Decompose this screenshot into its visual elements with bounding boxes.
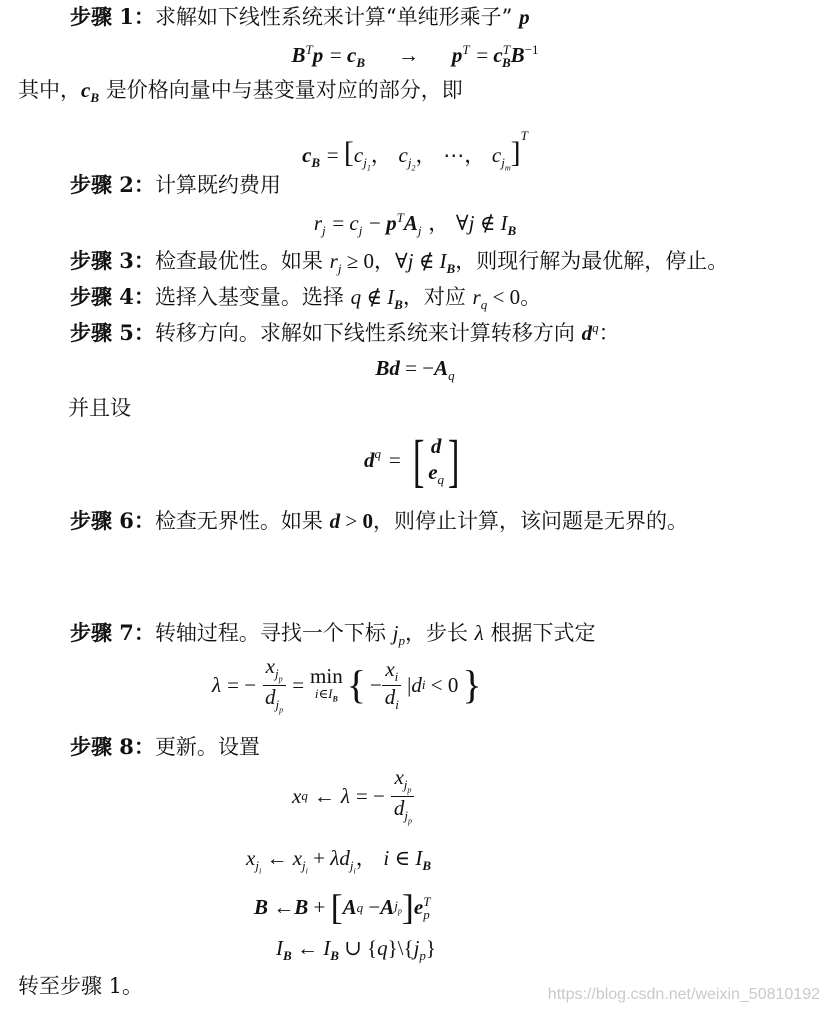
- step-3-label: 步骤 3：: [70, 248, 155, 273]
- step-5-text: 转移方向。求解如下线性系统来计算转移方向: [154, 321, 575, 345]
- step-7-middle: ，步长: [404, 621, 468, 645]
- equation-direction: $Bd = -A_q$: [375, 356, 455, 384]
- step-6-text: 检查无界性。如果: [154, 509, 323, 533]
- equation-update-xji: $x_{j_i}$ ← $x_{j_i} + \lambda d_{j_i}$， i ∈ $I_B$: [246, 846, 431, 876]
- goto-step-1: 转至步骤 1。: [18, 974, 144, 998]
- where-line: [18, 78, 463, 106]
- equation-multiplier: $B^Tp = c_B$ → $p^T = c^T_BB^{-1}$: [291, 42, 539, 71]
- step-8-text: 更新。设置: [154, 735, 260, 759]
- equation-reduced-cost: $r_j = c_j - p^TA_j$ ， ∀j ∉ $I_B$: [313, 210, 517, 239]
- step-5-colon: ：: [598, 321, 620, 345]
- step-7-text: 转轴过程。寻找一个下标: [154, 621, 386, 645]
- step-4-middle: ，对应: [402, 285, 473, 309]
- where-suffix: 是价格向量中与基变量对应的部分，即: [99, 78, 463, 102]
- step-8-label: 步骤 8：: [70, 734, 155, 759]
- step-1-text: 求解如下线性系统来计算“单纯形乘子”: [154, 5, 513, 29]
- where-prefix: 其中，: [18, 78, 81, 102]
- step-4-suffix: 。: [520, 285, 542, 309]
- step-7-label: 步骤 7：: [70, 620, 155, 645]
- step-7-suffix: 根据下式定: [490, 621, 596, 645]
- step-8-line: [70, 734, 260, 760]
- equation-update-xq: x q ← λ = − $x_{j_p}$ $d_{j_p}$: [292, 766, 415, 826]
- step-3-suffix: ，则现行解为最优解，停止。: [455, 249, 729, 273]
- step-6-label: 步骤 6：: [70, 508, 155, 533]
- step-2-text: 计算既约费用: [154, 173, 281, 197]
- equation-lambda: λ = − $x_{j_p}$ $d_{j_p}$ = min $i\in I_B$ { − $\frac{x_i}{d_i}$ | d i < 0 }: [212, 654, 482, 715]
- step-1-label: 步骤 1：: [70, 4, 155, 29]
- cb-symbol: $c_B$: [81, 78, 100, 106]
- step-3-text: 检查最优性。如果: [154, 249, 323, 273]
- step-3-line: 步骤 3：检查最优性。如果 $r_j \ge 0$，∀j ∉ $I_B$，则现行解为最优解，停止。: [70, 248, 729, 277]
- step-4-text: 选择入基变量。选择: [154, 285, 344, 309]
- step-5-line: 步骤 5：转移方向。求解如下线性系统来计算转移方向 $d^q$：: [70, 320, 620, 345]
- equation-cb: $c_B = [c_{j_1}$， $c_{j_2}$， ⋯， $c_{j_m}]^T$: [302, 128, 528, 173]
- and-set-line: 并且设: [68, 396, 131, 420]
- step-2-label: 步骤 2：: [70, 172, 155, 197]
- page-separator: [0, 560, 830, 561]
- step-5-label: 步骤 5：: [70, 320, 155, 345]
- watermark: https://blog.csdn.net/weixin_50810192: [547, 986, 820, 1003]
- step-6-suffix: ，则停止计算，该问题是无界的。: [372, 509, 688, 533]
- step-6-line: 步骤 6：检查无界性。如果 d > 0，则停止计算，该问题是无界的。: [70, 508, 688, 533]
- step-7-line: 步骤 7：转轴过程。寻找一个下标 $j_p$，步长 λ 根据下式定: [70, 620, 596, 649]
- equation-dq: d $^q$ = [ d $e_q$ ]: [364, 428, 460, 493]
- simplex-multiplier-symbol: p: [519, 5, 530, 29]
- step-4-label: 步骤 4：: [70, 284, 155, 309]
- step-4-line: 步骤 4：选择入基变量。选择 q ∉ $I_B$，对应 $r_q < 0$。: [70, 284, 542, 313]
- step-1-line: [70, 4, 530, 30]
- step-2-line: [70, 172, 281, 198]
- equation-update-B: B ← B + [ A q − A $j_p$ ] e T p: [254, 887, 431, 927]
- equation-update-IB: $I_B$ ← $I_B$ ∪ $\{q\}\backslash\{j_p\}$: [276, 936, 437, 964]
